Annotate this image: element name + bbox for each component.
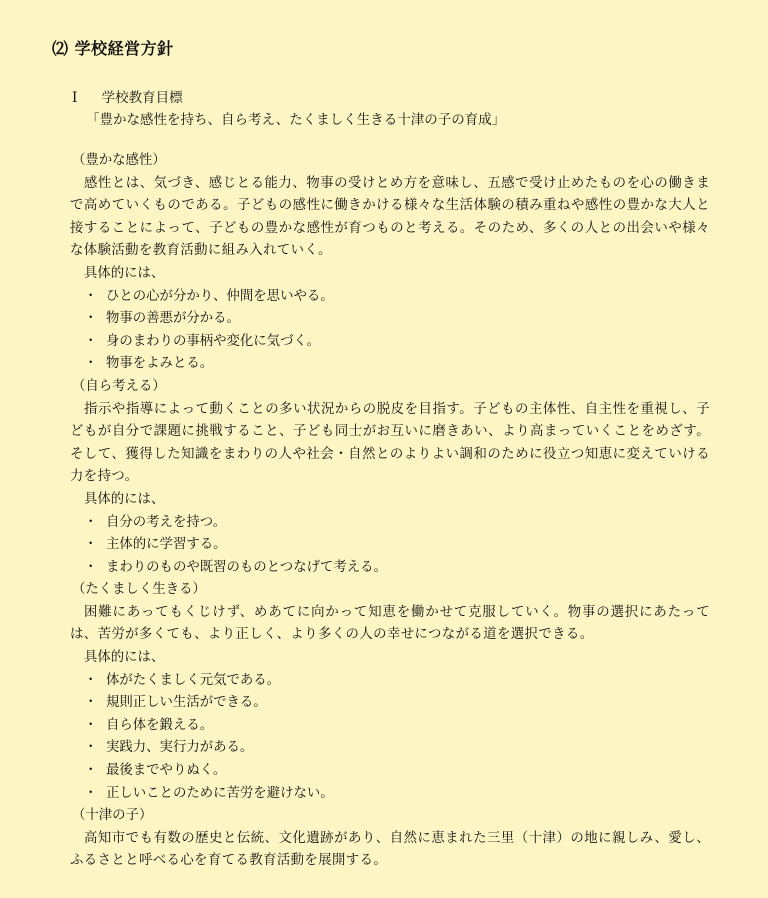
list-item-text: 体がたくましく元気である。	[106, 672, 281, 688]
block-paragraph: 感性とは、気づき、感じとる能力、物事の受けとめ方を意味し、五感で受け止めたものを心の働きまで高めていくものである。子どもの感性に働きかける様々な生活体験の積み重ねや感性の豊かな大人と接することによって、子どもの豊かな感性が育つものと考える。そのため、多くの人との出会いや様々な体験活動を教育活動に組み入れていく。	[70, 175, 710, 259]
policy-body	[70, 150, 710, 873]
block-subtitle: （たくましく生きる）	[72, 582, 206, 598]
list-item	[70, 557, 710, 580]
school-motto: 「豊かな感性を持ち、自ら考え、たくましく生きる十津の子の育成」	[86, 112, 506, 128]
list-item-text: 規則正しい生活ができる。	[106, 695, 267, 711]
list-item	[70, 512, 710, 535]
list-item-text: 最後までやりぬく。	[106, 763, 227, 779]
list-item	[70, 737, 710, 760]
list-item-text: 正しいことのために苦労を避けない。	[106, 785, 334, 801]
section-numeral: Ⅰ	[72, 90, 78, 106]
list-item	[70, 692, 710, 715]
list-item	[70, 715, 710, 738]
list-item	[70, 534, 710, 557]
bullet-icon: ・	[84, 514, 98, 530]
block-intro: 具体的には、	[84, 650, 165, 666]
bullet-icon: ・	[84, 537, 98, 553]
bullet-icon: ・	[84, 717, 98, 733]
bullet-icon: ・	[84, 333, 98, 349]
bullet-icon: ・	[84, 288, 98, 304]
list-item-text: 物事をよみとる。	[106, 356, 214, 372]
block-paragraph: 高知市でも有数の歴史と伝統、文化遺跡があり、自然に恵まれた三里（十津）の地に親しみ、愛し、ふるさとと呼べる心を育てる教育活動を展開する。	[70, 830, 710, 869]
list-item	[70, 353, 710, 376]
section-label	[72, 86, 183, 106]
bullet-icon: ・	[84, 695, 98, 711]
bullet-icon: ・	[84, 356, 98, 372]
bullet-icon: ・	[84, 763, 98, 779]
list-item	[70, 308, 710, 331]
list-item	[70, 760, 710, 783]
bullet-icon: ・	[84, 785, 98, 801]
bullet-icon: ・	[84, 672, 98, 688]
list-item	[70, 783, 710, 806]
list-item-text: 自ら体を鍛える。	[106, 717, 214, 733]
list-item-text: 物事の善悪が分かる。	[106, 311, 240, 327]
list-item-text: ひとの心が分かり、仲間を思いやる。	[106, 288, 334, 304]
list-item-text: 主体的に学習する。	[106, 537, 227, 553]
block-paragraph: 困難にあってもくじけず、めあてに向かって知恵を働かせて克服していく。物事の選択にあたっては、苦労が多くても、より正しく、より多くの人の幸せにつながる道を選択できる。	[70, 604, 710, 643]
block-subtitle: （自ら考える）	[72, 378, 166, 394]
block-subtitle: （十津の子）	[72, 808, 153, 824]
bullet-list	[70, 512, 710, 580]
bullet-list	[70, 286, 710, 376]
bullet-icon: ・	[84, 559, 98, 575]
list-item	[70, 286, 710, 309]
section-title: 学校教育目標	[101, 90, 183, 106]
bullet-icon: ・	[84, 311, 98, 327]
list-item-text: 自分の考えを持つ。	[106, 514, 226, 530]
list-item	[70, 331, 710, 354]
page-heading: ⑵ 学校経営方針	[52, 39, 174, 58]
bullet-icon: ・	[84, 740, 98, 756]
block-intro: 具体的には、	[84, 491, 165, 507]
list-item	[70, 670, 710, 693]
block-intro: 具体的には、	[84, 265, 165, 281]
list-item-text: まわりのものや既習のものとつなげて考える。	[106, 559, 387, 575]
bullet-list	[70, 670, 710, 806]
block-paragraph: 指示や指導によって動くことの多い状況からの脱皮を目指す。子どもの主体性、自主性を重視し、子どもが自分で課題に挑戦すること、子ども同士がお互いに磨きあい、より高まっていくことをめざす。そして、獲得した知識をまわりの人や社会・自然とのよりよい調和のために役立つ知恵に変えていける力を持つ。	[70, 401, 710, 485]
list-item-text: 身のまわりの事柄や変化に気づく。	[106, 333, 320, 349]
block-subtitle: （豊かな感性）	[72, 153, 166, 168]
list-item-text: 実践力、実行力がある。	[106, 740, 254, 756]
